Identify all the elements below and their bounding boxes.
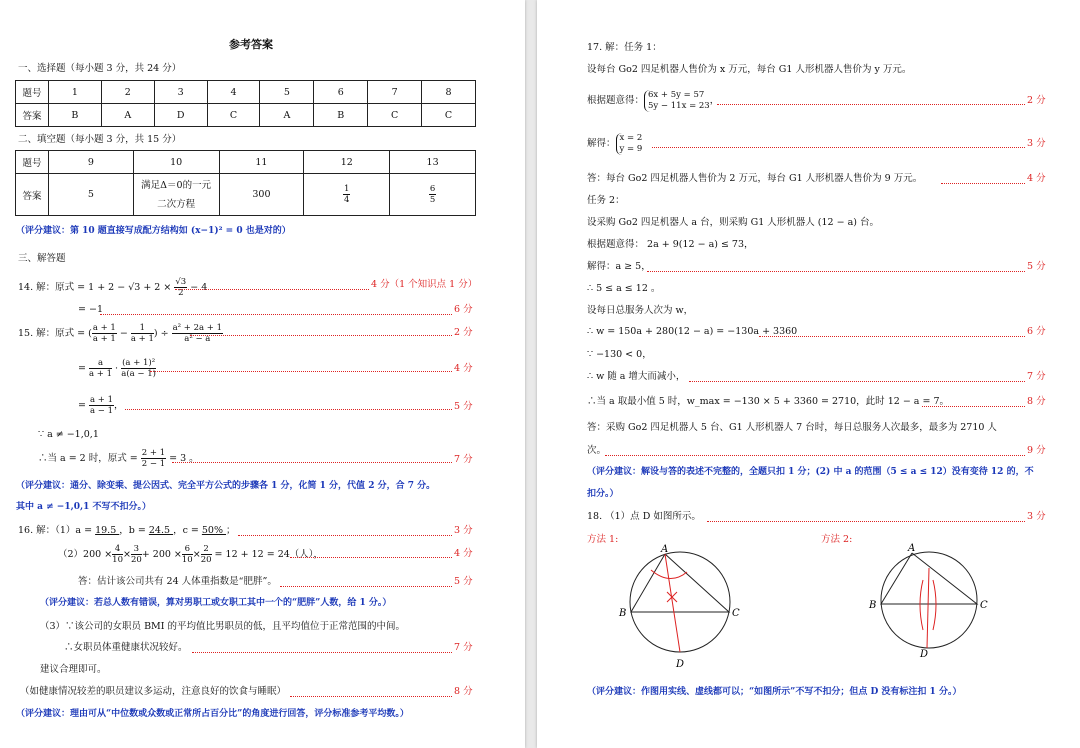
score-mark: 3 分	[1027, 511, 1046, 522]
q16-part2: （2）200 × $\frac{4}{10}$ × $\frac{3}{20}$ + 200 × $\frac{6}{10}$ × $\frac{2}{20}$ = 12 + 12 = 24（人），	[58, 544, 324, 565]
q17-line: 答：采购 Go2 四足机器人 5 台、G1 人形机器人 7 台时，每日总服务人次最多，最多为 2710 人	[587, 422, 997, 433]
score-leader	[647, 271, 1025, 272]
table-cell: 12	[304, 151, 390, 174]
table-row	[16, 174, 476, 216]
fraction: $\frac{6}{10}$	[181, 544, 193, 565]
score-leader	[190, 335, 452, 336]
score-leader	[100, 314, 452, 315]
section3-heading: 三、解答题	[18, 253, 66, 264]
q14-line1: 14. 解：原式 = 1 + 2 − √3 + 2 × $\frac{√3}{2}$ − 4	[18, 277, 208, 298]
section2-heading: 二、填空题（每小题 3 分，共 15 分）	[18, 134, 182, 145]
fraction: $\frac{\text{a² + 2a + 1}}{\text{a² − a}}$	[172, 323, 223, 344]
perpendicular-bisector-line	[927, 568, 929, 648]
point-c-label: C	[980, 600, 988, 611]
q17-line: 次。	[587, 445, 607, 456]
score-leader	[175, 289, 369, 290]
table-cell: 2	[101, 81, 154, 104]
grading-note-10: （评分建议：第 10 题直接写成配方结构如 (x−1)² = 0 也是对的）	[16, 226, 291, 236]
fraction: $\frac{√3}{2}$	[175, 277, 187, 298]
score-mark: 7 分	[454, 454, 473, 465]
q15-line2: = $\frac{a}{a + 1}$ · $\frac{\text{(a + 1)²}}{a(a - 1)}$	[78, 358, 156, 379]
score-mark: 6 分	[1027, 326, 1046, 337]
score-mark: 9 分	[1027, 445, 1046, 456]
table-cell: D	[154, 104, 207, 127]
table-cell	[304, 174, 390, 216]
q17-line: 设每台 Go2 四足机器人售价为 x 万元，每台 G1 人形机器人售价为 y 万元。	[587, 64, 912, 75]
score-leader	[707, 521, 1025, 522]
q17-line: ∴ w = 150a + 280(12 − a) = −130a + 3360	[587, 326, 798, 337]
table-cell	[390, 174, 476, 216]
point-d-label: D	[920, 649, 929, 660]
fraction: $\frac{a + 1}{a - 1}$	[90, 395, 114, 416]
score-mark: 7 分	[1027, 371, 1046, 382]
grading-note-15-line2: 其中 a ≠ −1,0,1 不写不扣分。）	[16, 502, 152, 512]
table-cell: 7	[368, 81, 422, 104]
table-row	[16, 104, 476, 127]
point-b-label: B	[869, 600, 877, 611]
q17-line: ∴当 a 取最小值 5 时，w_max = −130 × 5 + 3360 = 2710，此时 12 − a = 7。	[587, 396, 950, 407]
table-cell: A	[101, 104, 154, 127]
table-header-cell: 题号	[16, 81, 49, 104]
q16-part3-line2: ∴女职员体重健康状况较好。	[64, 642, 188, 653]
point-d-label: D	[676, 659, 685, 670]
q16-part3-line3: 建议合理即可。	[40, 664, 107, 675]
q15-line3: = $\frac{a + 1}{a - 1}$ ，	[78, 395, 124, 416]
q15-substitute: ∴当 a = 2 时，原式 = $\frac{2 + 1}{2 - 1}$ = 3 。	[38, 448, 199, 469]
table-header-cell: 题号	[16, 151, 49, 174]
q17-line: 设采购 Go2 四足机器人 a 台，则采购 G1 人形机器人 (12 − a) 台。	[587, 217, 879, 228]
score-mark: 3 分	[454, 525, 473, 536]
score-mark: 4 分	[1027, 173, 1046, 184]
fraction: $\frac{4}{10}$	[112, 544, 123, 565]
grading-note-16b: （评分建议：理由可从“中位数或众数或正常所占百分比”的角度进行回答，评分标准参考平均数。）	[16, 709, 409, 719]
method1-label: 方法 1:	[587, 534, 619, 545]
q17-line: ∴ 5 ≤ a ≤ 12 。	[587, 283, 661, 294]
fraction: $\frac{2}{20}$	[200, 544, 212, 565]
score-leader	[717, 104, 1025, 105]
q17-line: 解得：a ≥ 5，	[587, 261, 651, 272]
table-cell: A	[260, 104, 314, 127]
score-leader	[238, 535, 452, 536]
score-leader	[605, 455, 1025, 456]
score-mark: 8 分	[1027, 396, 1046, 407]
q17-line: ∴ w 随 a 增大而减小，	[587, 371, 686, 382]
table-cell: 300	[219, 174, 304, 216]
fraction: $\frac{2 + 1}{2 - 1}$	[141, 448, 166, 469]
score-mark: 5 分	[1027, 261, 1046, 272]
angle-bisector-line	[665, 554, 680, 652]
equation-system: 6x + 5y = 57 5y − 11x = 23	[644, 90, 710, 112]
score-leader	[150, 371, 452, 372]
score-leader	[125, 409, 452, 410]
q17-line: ∵ −130 < 0，	[587, 349, 652, 360]
table-cell: C	[422, 104, 476, 127]
q16-part3-line1: （3）∵该公司的女职员 BMI 的平均值比男职员的低，且平均值位于正常范围的中间。	[40, 621, 406, 632]
score-mark: 4 分	[454, 548, 473, 559]
fraction: $\frac{a + 1}{a + 1}$	[92, 323, 116, 344]
score-leader	[290, 696, 452, 697]
q17-line: 设每日总服务人次为 w，	[587, 305, 694, 316]
table-cell: B	[314, 104, 368, 127]
q17-heading: 17. 解：任务 1：	[587, 42, 662, 53]
score-mark: 7 分	[454, 642, 473, 653]
table-cell: 10	[133, 151, 219, 174]
table-header-cell: 答案	[16, 174, 49, 216]
choice-answer-table	[15, 80, 476, 127]
table-cell: 3	[154, 81, 207, 104]
score-mark: 2 分	[454, 327, 473, 338]
fraction: $\frac{6}{5}$	[429, 184, 436, 205]
construction-figure-2	[867, 540, 997, 665]
fraction: $\frac{\text{(a + 1)²}}{a(a - 1)}$	[121, 358, 156, 379]
q16-answer: 答：估计该公司共有 24 人体重指数是“肥胖”。	[78, 576, 277, 587]
q17-task2: 任务 2：	[587, 195, 625, 206]
score-leader	[280, 586, 452, 587]
solution-system: x = 2 y = 9	[616, 133, 643, 155]
table-cell: 8	[422, 81, 476, 104]
q17-solution: 解得： x = 2 y = 9	[587, 132, 643, 154]
fraction: $\frac{1}{a + 1}$	[130, 323, 154, 344]
grading-note-17-line2: 扣分。）	[587, 489, 619, 499]
score-mark: 5 分	[454, 576, 473, 587]
table-cell: 9	[48, 151, 133, 174]
grading-note-17-line1: （评分建议：解设与答的表述不完整的，全题只扣 1 分；(2) 中 a 的范围（5 ≤ a ≤ 12）没有变待 12 的，不	[587, 467, 1034, 477]
fill-answer-table	[15, 150, 476, 216]
construction-figure-1	[615, 540, 745, 670]
score-leader	[759, 336, 1025, 337]
score-mark: 5 分	[454, 401, 473, 412]
section1-heading: 一、选择题（每小题 3 分，共 24 分）	[18, 63, 182, 74]
q17-line: 根据题意得： 2a + 9(12 − a) ≤ 73，	[587, 239, 754, 250]
score-mark: 3 分	[1027, 138, 1046, 149]
table-cell: 11	[219, 151, 304, 174]
score-leader	[689, 381, 1025, 382]
grading-note-18: （评分建议：作图用实线、虚线都可以；“如图所示”不写不扣分；但点 D 没有标注扣 1 分。）	[587, 687, 962, 697]
score-mark: 4 分（1 个知识点 1 分）	[371, 279, 478, 290]
table-cell: B	[48, 104, 101, 127]
q18-heading: 18. （1）点 D 如图所示。	[587, 511, 701, 522]
score-mark: 6 分	[454, 304, 473, 315]
construction-arc-left	[920, 580, 923, 630]
page-title: 参考答案	[229, 38, 273, 51]
score-leader	[192, 652, 452, 653]
table-cell: 4	[207, 81, 260, 104]
point-c-label: C	[732, 608, 740, 619]
q17-system: 根据题意得： 6x + 5y = 57 5y − 11x = 23 ，	[587, 89, 720, 111]
score-leader	[172, 462, 452, 463]
score-mark: 4 分	[454, 363, 473, 374]
score-mark: 2 分	[1027, 95, 1046, 106]
table-row	[16, 151, 476, 174]
score-leader	[290, 557, 452, 558]
table-cell: 5	[48, 174, 133, 216]
table-cell: 5	[260, 81, 314, 104]
triangle-abc	[631, 554, 729, 612]
construction-arc-right	[933, 580, 936, 630]
q17-line: 答：每台 Go2 四足机器人售价为 2 万元，每台 G1 人形机器人售价为 9 万元。	[587, 173, 923, 184]
score-mark: 8 分	[454, 686, 473, 697]
point-a-label: A	[908, 543, 916, 554]
right-page	[537, 0, 1080, 748]
fraction: $\frac{1}{4}$	[344, 184, 350, 205]
q14-line2: = −1	[78, 304, 103, 315]
score-leader	[922, 406, 1025, 407]
fraction: $\frac{3}{20}$	[130, 544, 142, 565]
table-cell: C	[207, 104, 260, 127]
answer-10-line1: 满足Δ＝0的一元	[141, 179, 212, 191]
q15-line1: 15. 解：原式 = ( $\frac{a + 1}{a + 1}$ − $\frac{1}{a + 1}$ ) ÷ $\frac{\text{a² + 2a + 1}}{\text{a² − a}}$	[18, 323, 223, 344]
score-leader	[941, 183, 1025, 184]
left-page	[0, 0, 525, 748]
fraction: $\frac{a}{a + 1}$	[89, 358, 113, 379]
grading-note-15-line1: （评分建议：通分、除变乘、提公因式、完全平方公式的步骤各 1 分，化简 1 分，代值 2 分，合 7 分。	[16, 481, 436, 491]
table-cell: 13	[390, 151, 476, 174]
grading-note-16: （评分建议：若总人数有错误，算对男职工或女职工其中一个的“肥胖”人数，给 1 分。）	[40, 598, 392, 608]
table-cell: 1	[48, 81, 101, 104]
q15-condition: ∵ a ≠ −1,0,1	[38, 429, 99, 440]
table-row	[16, 81, 476, 104]
table-cell	[133, 174, 219, 216]
score-leader	[652, 147, 1025, 148]
answer-10-line2: 二次方程	[157, 198, 196, 210]
table-header-cell: 答案	[16, 104, 49, 127]
q16-part3-line4: （如健康情况较差的职员建议多运动，注意良好的饮食与睡眠）	[20, 686, 287, 697]
table-cell: C	[368, 104, 422, 127]
point-b-label: B	[619, 608, 627, 619]
table-cell: 6	[314, 81, 368, 104]
point-a-label: A	[661, 544, 669, 555]
q16-part1: 16. 解：（1）a = 19.5 ，b = 24.5 ，c = 50% ；	[18, 525, 236, 536]
method2-label: 方法 2:	[821, 534, 853, 545]
